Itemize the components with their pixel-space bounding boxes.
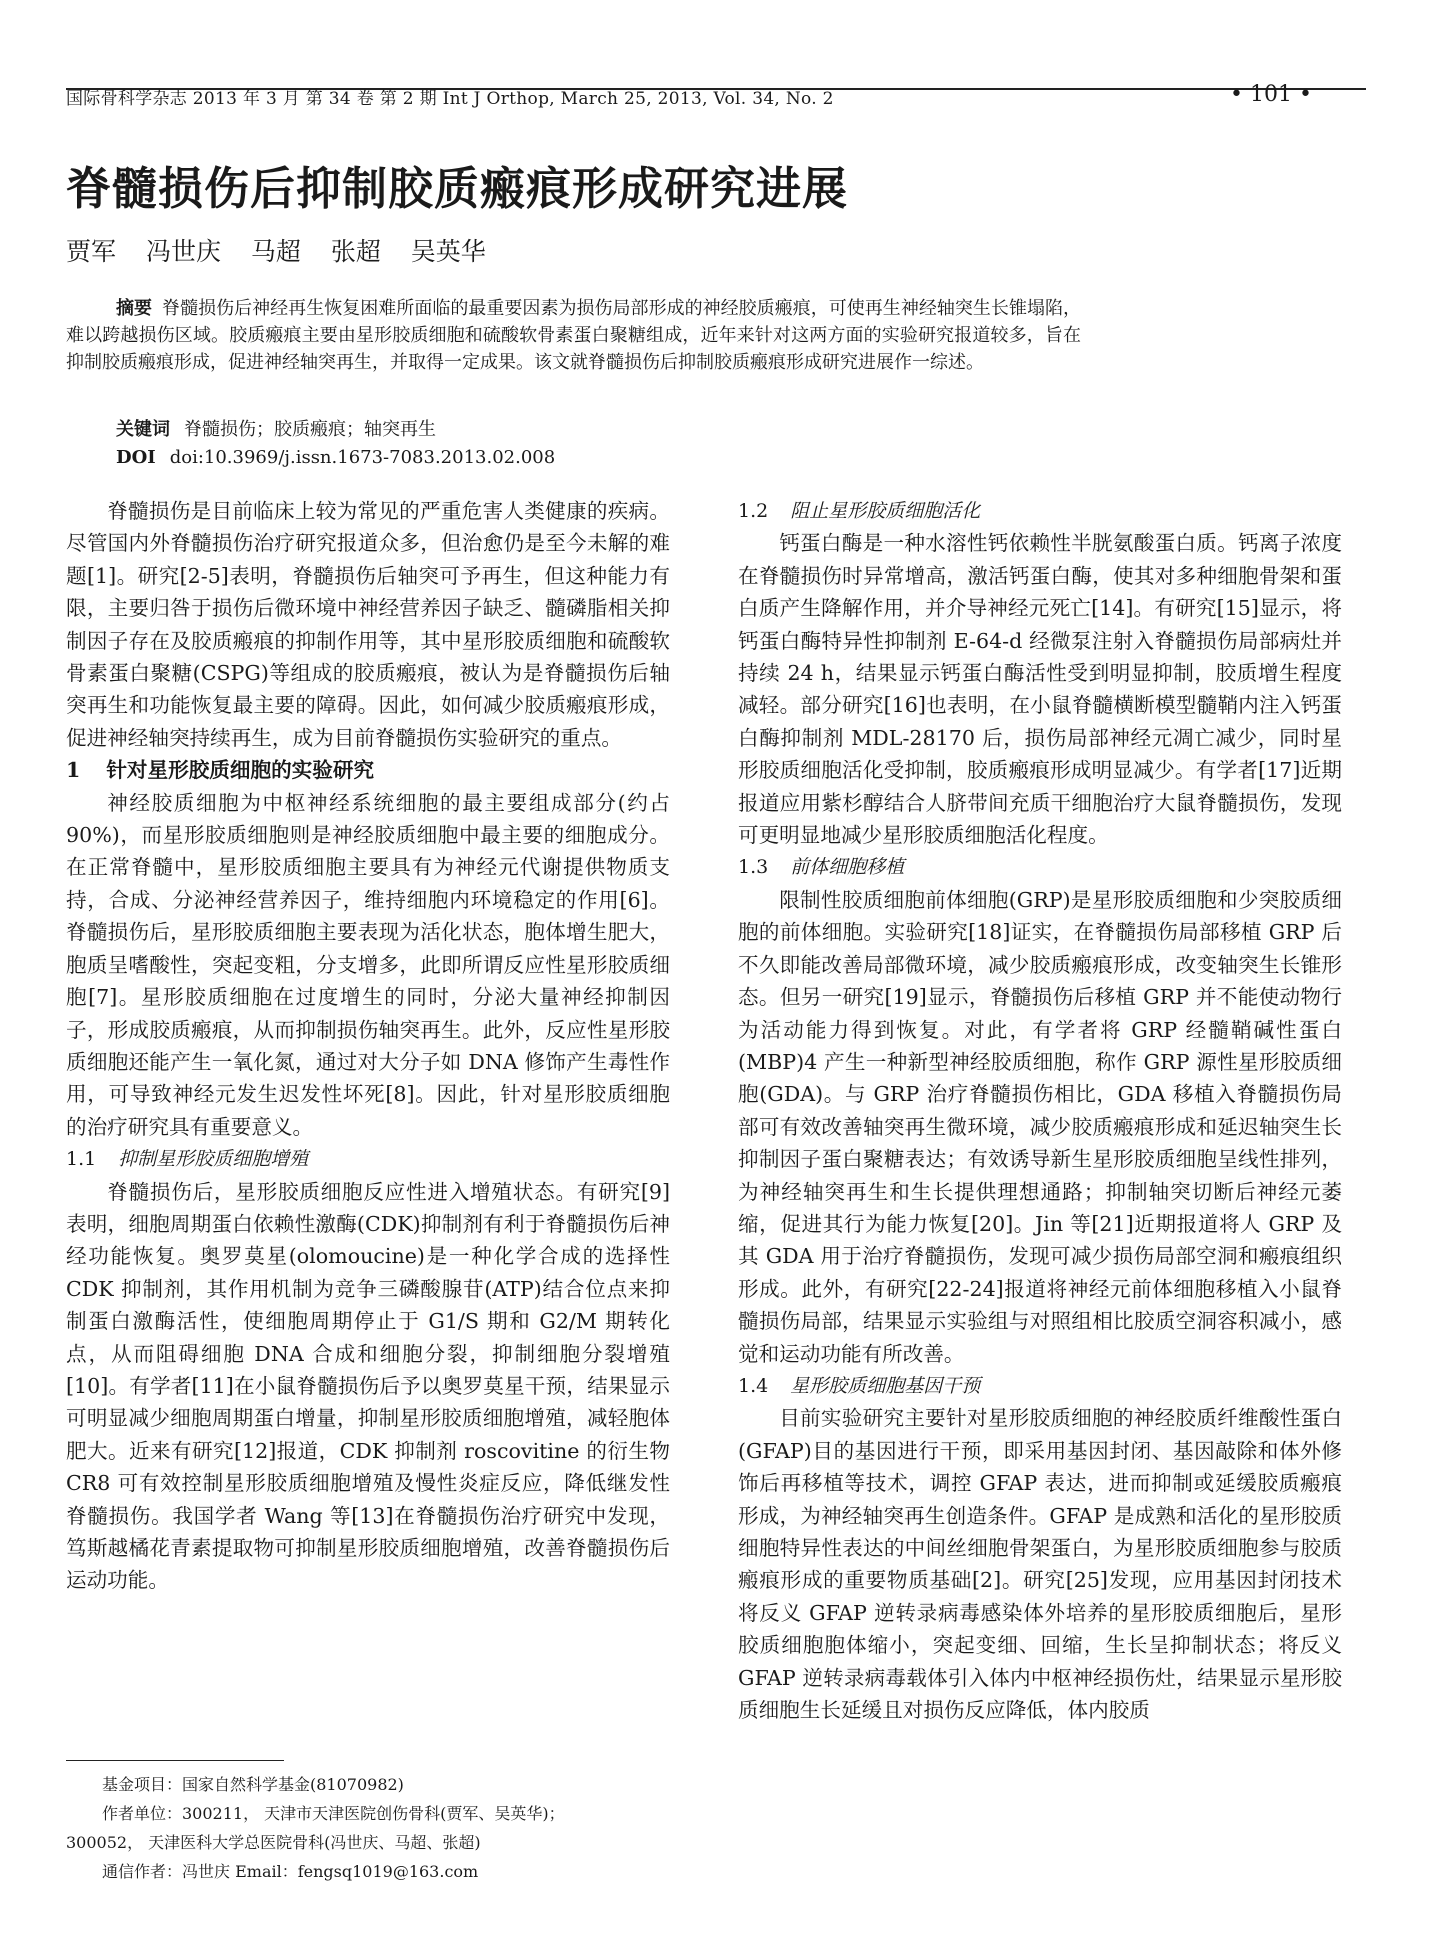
section-title: 抑制星形胶质细胞增殖 [118,1148,309,1171]
section-title: 针对星形胶质细胞的实验研究 [106,758,375,783]
keywords [116,415,436,441]
section-number: 1.2 [738,500,769,522]
footnote-rule [66,1760,284,1761]
intro-paragraph: 脊髓损伤是目前临床上较为常见的严重危害人类健康的疾病。尽管国内外脊髓损伤治疗研究报道众多，但治愈仍是至今未解的难题[1]。研究[2-5]表明，脊髓损伤后轴突可予再生，但这种能力有限，主要归咎于损伤后微环境中神经营养因子缺乏、髓磷脂相关抑制因子存在及胶质瘢痕的抑制作用等，其中星形胶质细胞和硫酸软骨素蛋白聚糖(CSPG)等组成的胶质瘢痕，被认为是脊髓损伤后轴突再生和功能恢复最主要的障碍。因此，如何减少胶质瘢痕形成，促进神经轴突持续再生，成为目前脊髓损伤实验研究的重点。 [66,499,670,750]
page-number: • 101 • [1230,82,1312,107]
section-number: 1.4 [738,1374,769,1397]
section-title: 阻止星形胶质细胞活化 [790,500,981,522]
author-list: 贾军 冯世庆 马超 张超 吴英华 [66,237,486,266]
right-column [738,495,1342,1726]
section-number: 1 [66,758,81,783]
abstract-text: 脊髓损伤后神经再生恢复困难所面临的最重要因素为损伤局部形成的神经胶质瘢痕，可使再生神经轴突生长锥塌陷，难以跨越损伤区域。胶质瘢痕主要由星形胶质细胞和硫酸软骨素蛋白聚糖组成，近年来针对这两方面的实验研究报道较多，旨在抑制胶质瘢痕形成，促进神经轴突再生，并取得一定成果。该文就脊髓损伤后抑制胶质瘢痕形成研究进展作一综述。 [66,298,1082,373]
section-number: 1.3 [738,856,769,879]
abstract-label: 摘要 [116,298,153,319]
section-1-1-heading [66,1143,670,1175]
left-column [66,495,670,1597]
section-1-4-heading [738,1370,1342,1402]
section-1-3-paragraph: 限制性胶质细胞前体细胞(GRP)是星形胶质细胞和少突胶质细胞的前体细胞。实验研究[18]证实，在脊髓损伤局部移植 GRP 后不久即能改善局部微环境，减少胶质瘢痕形成，改变轴突生长锥形态。但另一研究[19]显示，脊髓损伤后移植 GRP 并不能使动物行为活动能力得到恢复。对此，有学者将 GRP 经髓鞘碱性蛋白(MBP)4 产生一种新型神经胶质细胞，称作 GRP 源性星形胶质细胞(GDA)。与 GRP 治疗脊髓损伤相比，GDA 移植入脊髓损伤局部可有效改善轴突再生微环境，减少胶质瘢痕形成和延迟轴突生长抑制因子蛋白聚糖表达；有效诱导新生星形胶质细胞呈线性排列，为神经轴突再生和生长提供理想通路；抑制轴突切断后神经元萎缩，促进其行为能力恢复[20]。Jin 等[21]近期报道将人 GRP 及其 GDA 用于治疗脊髓损伤，发现可减少损伤局部空洞和瘢痕组织形成。此外，有研究[22-24]报道将神经元前体细胞移植入小鼠脊髓损伤局部，结果显示实验组与对照组相比胶质空洞容积减小，感觉和运动功能有所改善。 [738,887,1342,1366]
footnote-corresponding: 通信作者：冯世庆 Email：fengsq1019@163.com [102,1862,479,1881]
keywords-text: 脊髓损伤；胶质瘢痕；轴突再生 [184,419,436,440]
article-title: 脊髓损伤后抑制胶质瘢痕形成研究进展 [66,162,849,215]
footnotes [66,1770,676,1886]
doi-label: DOI [116,447,156,468]
section-title: 星形胶质细胞基因干预 [790,1374,981,1397]
abstract [66,295,1081,376]
footnote-affiliation-cont: 300052， 天津医科大学总医院骨科(冯世庆、马超、张超) [66,1833,481,1852]
section-1-heading [66,754,670,786]
doi [116,447,555,468]
section-1-3-heading [738,851,1342,883]
section-1-1-paragraph: 脊髓损伤后，星形胶质细胞反应性进入增殖状态。有研究[9]表明，细胞周期蛋白依赖性激酶(CDK)抑制剂有利于脊髓损伤后神经功能恢复。奥罗莫星(olomoucine)是一种化学合成的选择性 CDK 抑制剂，其作用机制为竞争三磷酸腺苷(ATP)结合位点来抑制蛋白激酶活性，使细胞周期停止于 G1/S 期和 G2/M 期转化点，从而阻碍细胞 DNA 合成和细胞分裂，抑制细胞分裂增殖[10]。有学者[11]在小鼠脊髓损伤后予以奥罗莫星干预，结果显示可明显减少细胞周期蛋白增量，抑制星形胶质细胞增殖，减轻胞体肥大。近来有研究[12]报道，CDK 抑制剂 roscovitine 的衍生物 CR8 可有效控制星形胶质细胞增殖及慢性炎症反应，降低继发性脊髓损伤。我国学者 Wang 等[13]在脊髓损伤治疗研究中发现，笃斯越橘花青素提取物可抑制星形胶质细胞增殖，改善脊髓损伤后运动功能。 [66,1179,670,1593]
journal-header: 国际骨科学杂志 2013 年 3 月 第 34 卷 第 2 期 Int J Orthop, March 25, 2013, Vol. 34, No. 2 [66,89,834,109]
section-1-4-paragraph: 目前实验研究主要针对星形胶质细胞的神经胶质纤维酸性蛋白(GFAP)目的基因进行干预，即采用基因封闭、基因敲除和体外修饰后再移植等技术，调控 GFAP 表达，进而抑制或延缓胶质瘢痕形成，为神经轴突再生创造条件。GFAP 是成熟和活化的星形胶质细胞特异性表达的中间丝细胞骨架蛋白，为星形胶质细胞参与胶质瘢痕形成的重要物质基础[2]。研究[25]发现，应用基因封闭技术将反义 GFAP 逆转录病毒感染体外培养的星形胶质细胞后，星形胶质细胞胞体缩小，突起变细、回缩，生长呈抑制状态；将反义 GFAP 逆转录病毒载体引入体内中枢神经损伤灶，结果显示星形胶质细胞生长延缓且对损伤反应降低，体内胶质 [738,1406,1342,1723]
section-number: 1.1 [66,1148,97,1171]
section-1-2-heading [738,495,1342,527]
doi-text: doi:10.3969/j.issn.1673-7083.2013.02.008 [169,447,556,468]
footnote-fund: 基金项目：国家自然科学基金(81070982) [102,1775,404,1794]
footnote-affiliation: 作者单位：300211， 天津市天津医院创伤骨科(贾军、吴英华)； [102,1804,565,1823]
section-1-2-paragraph: 钙蛋白酶是一种水溶性钙依赖性半胱氨酸蛋白质。钙离子浓度在脊髓损伤时异常增高，激活钙蛋白酶，使其对多种细胞骨架和蛋白质产生降解作用，并介导神经元死亡[14]。有研究[15]显示，将钙蛋白酶特异性抑制剂 E-64-d 经微泵注射入脊髓损伤局部病灶并持续 24 h，结果显示钙蛋白酶活性受到明显抑制，胶质增生程度减轻。部分研究[16]也表明，在小鼠脊髓横断模型髓鞘内注入钙蛋白酶抑制剂 MDL-28170 后，损伤局部神经元凋亡减少，同时星形胶质细胞活化受抑制，胶质瘢痕形成明显减少。有学者[17]近期报道应用紫杉醇结合人脐带间充质干细胞治疗大鼠脊髓损伤，发现可更明显地减少星形胶质细胞活化程度。 [738,531,1342,848]
section-1-paragraph: 神经胶质细胞为中枢神经系统细胞的最主要组成部分(约占 90%)，而星形胶质细胞则是神经胶质细胞中最主要的细胞成分。在正常脊髓中，星形胶质细胞主要具有为神经元代谢提供物质支持，合成、分泌神经营养因子，维持细胞内环境稳定的作用[6]。脊髓损伤后，星形胶质细胞主要表现为活化状态，胞体增生肥大，胞质呈嗜酸性，突起变粗，分支增多，此即所谓反应性星形胶质细胞[7]。星形胶质细胞在过度增生的同时，分泌大量神经抑制因子，形成胶质瘢痕，从而抑制损伤轴突再生。此外，反应性星形胶质细胞还能产生一氧化氮，通过对大分子如 DNA 修饰产生毒性作用，可导致神经元发生迟发性坏死[8]。因此，针对星形胶质细胞的治疗研究具有重要意义。 [66,790,670,1139]
keywords-label: 关键词 [116,419,170,440]
section-title: 前体细胞移植 [790,856,905,879]
